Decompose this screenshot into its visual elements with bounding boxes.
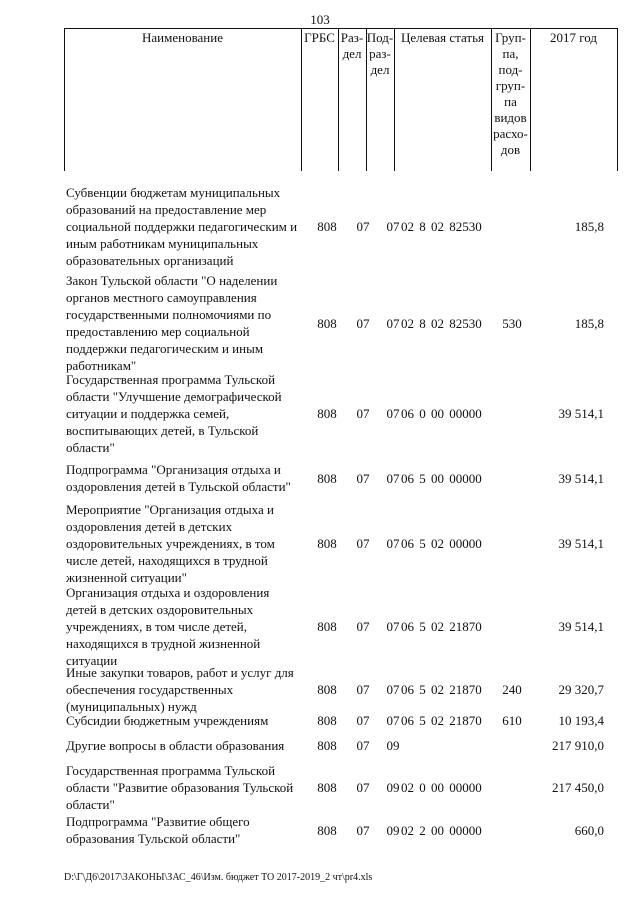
header-vid: Груп- па, под- груп- па видов расхо- дов (493, 30, 528, 157)
row-grbs: 808 (317, 780, 337, 795)
table-row (64, 762, 624, 813)
row-name: Мероприятие "Организация отдыха и оздоровления детей в детских оздоровительных учреждениях, в том числе детей, находящихся в трудной жизненной ситуации" (66, 502, 275, 585)
row-name: Организация отдыха и оздоровления детей в детских оздоровительных учреждениях, в том числе детей, находящихся в трудной жизненной ситуации (66, 585, 270, 668)
row-sum: 217 910,0 (552, 738, 604, 753)
row-name: Государственная программа Тульской области "Развитие образования Тульской области" (66, 763, 294, 812)
row-podrazdel: 07 (386, 219, 400, 234)
row-name: Государственная программа Тульской области "Улучшение демографической ситуации и поддержка семей, воспитывающих детей, в Тульской области" (66, 372, 282, 455)
row-razdel: 07 (356, 536, 370, 551)
row-vid: 240 (502, 682, 522, 697)
row-grbs: 808 (317, 682, 337, 697)
header-target: Целевая статья (400, 30, 484, 45)
row-name: Иные закупки товаров, работ и услуг для обеспечения государственных (муниципальных) нужд (66, 665, 294, 714)
row-grbs: 808 (317, 536, 337, 551)
row-sum: 10 193,4 (558, 713, 604, 728)
row-name: Субвенции бюджетам муниципальных образований на предоставление мер социальной поддержки педагогическим и иным работникам муниципальных образовательных организаций (66, 185, 298, 268)
table-row (64, 184, 624, 269)
row-grbs: 808 (317, 738, 337, 753)
row-grbs: 808 (317, 713, 337, 728)
row-grbs: 808 (317, 619, 337, 634)
row-sum: 185,8 (574, 315, 604, 331)
row-podrazdel: 09 (386, 780, 400, 795)
header-grbs: ГРБС (304, 30, 335, 45)
row-target: 02 2 00 00000 (401, 822, 482, 838)
row-podrazdel: 07 (386, 713, 400, 728)
table-row (64, 272, 624, 374)
header-year: 2017 год (550, 30, 597, 45)
row-podrazdel: 07 (386, 536, 400, 551)
row-grbs: 808 (317, 822, 337, 838)
table-row (64, 584, 624, 669)
row-target: 06 5 02 21870 (401, 619, 482, 634)
row-vid: 530 (502, 315, 522, 331)
row-razdel: 07 (356, 780, 370, 795)
table-row (64, 501, 624, 586)
row-target: 02 0 00 00000 (401, 780, 482, 795)
table-row (64, 461, 624, 495)
row-sum: 39 514,1 (558, 536, 604, 551)
row-podrazdel: 07 (386, 619, 400, 634)
row-sum: 39 514,1 (558, 406, 604, 421)
row-sum: 39 514,1 (558, 619, 604, 634)
row-podrazdel: 07 (386, 470, 400, 486)
row-razdel: 07 (356, 406, 370, 421)
table-header (64, 28, 617, 171)
row-name: Субсидии бюджетным учреждениям (66, 713, 269, 728)
row-target: 06 5 02 00000 (401, 536, 482, 551)
row-grbs: 808 (317, 406, 337, 421)
row-target: 06 5 02 21870 (401, 713, 482, 728)
row-name: Подпрограмма "Организация отдыха и оздоровления детей в Тульской области" (66, 462, 291, 494)
row-grbs: 808 (317, 219, 337, 234)
header-name: Наименование (142, 30, 223, 45)
row-razdel: 07 (356, 619, 370, 634)
row-name: Другие вопросы в области образования (66, 738, 285, 753)
row-sum: 39 514,1 (558, 470, 604, 486)
header-razdel: Раз- дел (340, 30, 364, 61)
row-podrazdel: 09 (386, 822, 400, 838)
row-razdel: 07 (356, 315, 370, 331)
row-grbs: 808 (317, 315, 337, 331)
row-podrazdel: 07 (386, 682, 400, 697)
page-number: 103 (310, 12, 330, 27)
row-name: Подпрограмма "Развитие общего образования Тульской области" (66, 814, 250, 846)
row-grbs: 808 (317, 470, 337, 486)
row-sum: 29 320,7 (558, 682, 604, 697)
row-podrazdel: 07 (386, 406, 400, 421)
table-row (64, 664, 624, 715)
row-target: 02 8 02 82530 (401, 315, 482, 331)
table-row (64, 712, 624, 729)
row-target: 06 5 00 00000 (401, 470, 482, 486)
row-target: 06 0 00 00000 (401, 406, 482, 421)
table-row (64, 813, 624, 847)
header-podrazdel: Под- раз- дел (366, 30, 394, 77)
row-sum: 660,0 (574, 822, 604, 838)
file-path-footer: D:\Г\Д6\2017\ЗАКОНЫ\ЗАС_46\Изм. бюджет ТО 2017-2019_2 чт\pr4.xls (64, 872, 373, 883)
row-razdel: 07 (356, 470, 370, 486)
table-row (64, 737, 624, 754)
row-razdel: 07 (356, 219, 370, 234)
row-razdel: 07 (356, 738, 370, 753)
row-podrazdel: 09 (386, 738, 400, 753)
table-row (64, 371, 624, 456)
row-sum: 217 450,0 (552, 780, 604, 795)
row-podrazdel: 07 (386, 315, 400, 331)
row-target: 06 5 02 21870 (401, 682, 482, 697)
row-sum: 185,8 (574, 219, 604, 234)
row-name: Закон Тульской области "О наделении органов местного самоуправления государственными полномочиями по предоставлению мер социальной поддержки педагогическим и иным работникам" (66, 273, 278, 373)
row-vid: 610 (502, 713, 522, 728)
row-razdel: 07 (356, 713, 370, 728)
row-razdel: 07 (356, 822, 370, 838)
row-razdel: 07 (356, 682, 370, 697)
row-target: 02 8 02 82530 (401, 219, 482, 234)
